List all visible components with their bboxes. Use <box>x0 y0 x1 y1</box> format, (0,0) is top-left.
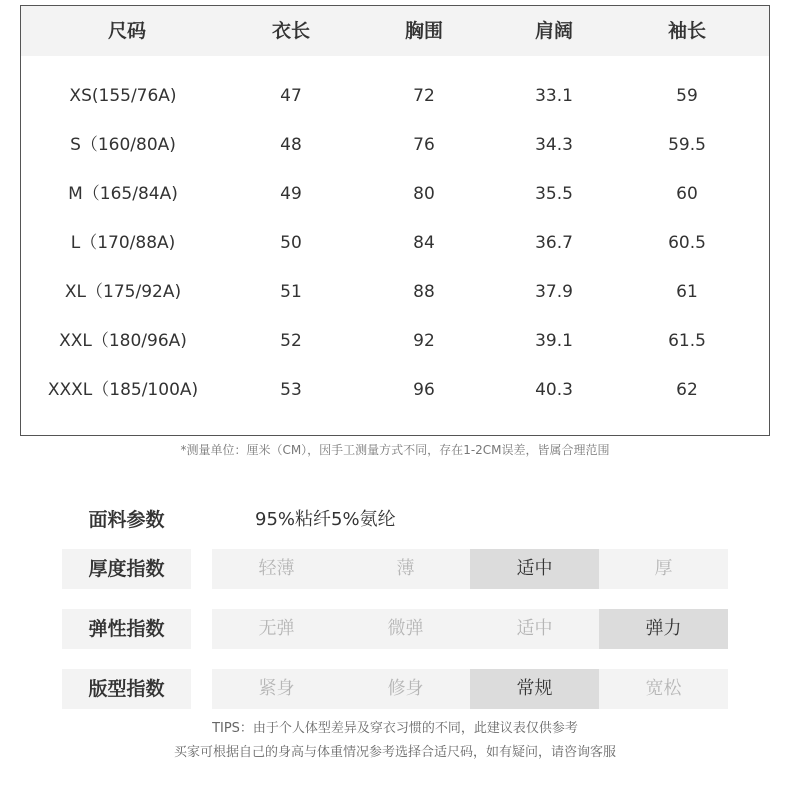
fit-option: 常规 <box>470 669 599 709</box>
elasticity-index-options <box>212 609 728 649</box>
cell-sleeve: 59.5 <box>668 135 706 155</box>
cell-sleeve: 59 <box>676 86 698 106</box>
thickness-option: 厚 <box>654 558 673 579</box>
cell-length: 48 <box>280 135 302 155</box>
table-row <box>21 170 769 219</box>
table-row <box>21 317 769 366</box>
cell-length: 47 <box>280 86 302 106</box>
tips-line-1: TIPS：由于个人体型差异及穿衣习惯的不同，此建议表仅供参考 <box>212 721 578 736</box>
cell-length: 51 <box>280 282 302 302</box>
fit-index-options <box>212 669 728 709</box>
cell-chest: 92 <box>413 331 435 351</box>
fit-option: 宽松 <box>645 678 682 699</box>
cell-size: S（160/80A) <box>70 135 176 155</box>
thickness-option: 适中 <box>470 549 599 589</box>
cell-sleeve: 61 <box>676 282 698 302</box>
header-chest: 胸围 <box>404 20 444 42</box>
header-size: 尺码 <box>107 20 147 42</box>
thickness-index-options <box>212 549 728 589</box>
cell-shoulder: 37.9 <box>535 282 573 302</box>
cell-shoulder: 34.3 <box>535 135 573 155</box>
tips-line-2: 买家可根据自己的身高与体重情况参考选择合适尺码，如有疑问，请咨询客服 <box>173 745 616 760</box>
table-row <box>21 268 769 317</box>
fit-option: 紧身 <box>258 678 295 699</box>
size-table-header <box>21 6 769 56</box>
cell-length: 53 <box>280 380 302 400</box>
header-length: 衣长 <box>271 20 311 42</box>
cell-sleeve: 62 <box>676 380 698 400</box>
cell-chest: 88 <box>413 282 435 302</box>
elasticity-option: 适中 <box>516 618 553 639</box>
elasticity-index-label: 弹性指数 <box>62 609 191 649</box>
cell-size: XL（175/92A) <box>64 282 182 302</box>
cell-length: 50 <box>280 233 302 253</box>
cell-shoulder: 33.1 <box>535 86 573 106</box>
elasticity-option: 微弹 <box>387 618 424 639</box>
cell-shoulder: 39.1 <box>535 331 573 351</box>
cell-shoulder: 35.5 <box>535 184 573 204</box>
cell-size: XS(155/76A) <box>69 86 177 106</box>
cell-size: M（165/84A) <box>68 184 178 204</box>
cell-length: 52 <box>280 331 302 351</box>
cell-chest: 84 <box>413 233 435 253</box>
cell-length: 49 <box>280 184 302 204</box>
elasticity-option: 无弹 <box>258 618 295 639</box>
table-row <box>21 121 769 170</box>
fit-option: 修身 <box>387 678 424 699</box>
fabric-value: 95%粘纤5%氨纶 <box>255 509 396 530</box>
cell-chest: 80 <box>413 184 435 204</box>
table-row <box>21 72 769 121</box>
elasticity-option: 弹力 <box>599 609 728 649</box>
thickness-option: 轻薄 <box>258 558 295 579</box>
size-table <box>20 5 770 436</box>
thickness-index-label: 厚度指数 <box>62 549 191 589</box>
cell-chest: 72 <box>413 86 435 106</box>
thickness-option: 薄 <box>396 558 415 579</box>
cell-size: XXXL（185/100A) <box>47 380 199 400</box>
cell-size: XXL（180/96A) <box>59 331 187 351</box>
measurement-note: *测量单位：厘米（CM），因手工测量方式不同，存在1-2CM误差，皆属合理范围 <box>180 443 610 457</box>
fit-index-label: 版型指数 <box>62 669 191 709</box>
cell-sleeve: 60.5 <box>668 233 706 253</box>
fabric-label: 面料参数 <box>88 509 165 531</box>
cell-chest: 96 <box>413 380 435 400</box>
cell-sleeve: 60 <box>676 184 698 204</box>
cell-chest: 76 <box>413 135 435 155</box>
cell-sleeve: 61.5 <box>668 331 706 351</box>
header-sleeve: 袖长 <box>667 20 707 42</box>
header-shoulder: 肩阔 <box>534 20 574 42</box>
table-row <box>21 219 769 268</box>
cell-shoulder: 40.3 <box>535 380 573 400</box>
table-row <box>21 366 769 415</box>
cell-shoulder: 36.7 <box>535 233 573 253</box>
cell-size: L（170/88A) <box>70 233 176 253</box>
